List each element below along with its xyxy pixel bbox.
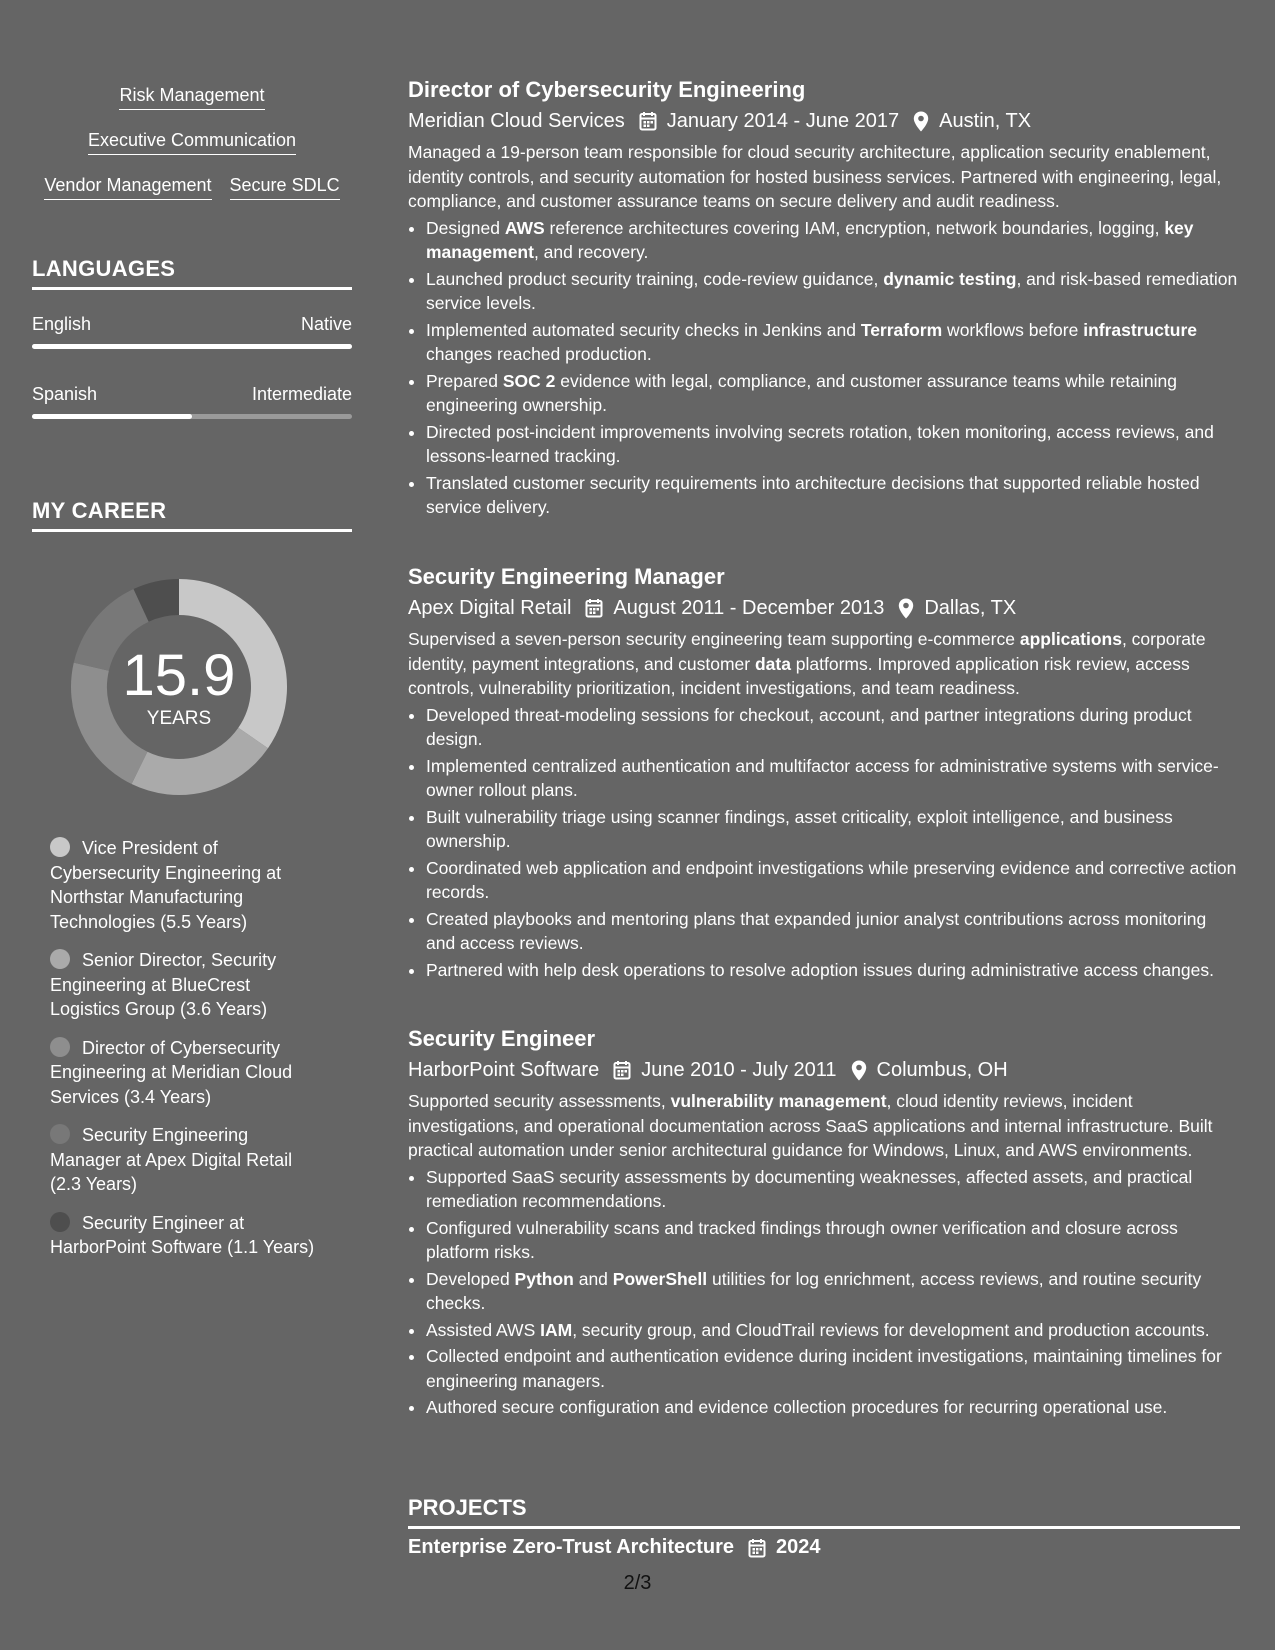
calendar-icon xyxy=(748,1538,766,1558)
text-run: Launched product security training, code-review guidance, xyxy=(426,268,884,289)
text-run: Prepared xyxy=(426,370,503,391)
language-item xyxy=(32,384,352,419)
text-run: , and risk-based remediation service levels. xyxy=(426,268,1238,313)
language-name: English xyxy=(32,314,92,334)
project-item xyxy=(408,1536,821,1559)
career-heading: MY CAREER xyxy=(32,498,352,532)
project-title: Enterprise Zero-Trust Architecture xyxy=(408,1536,735,1558)
bold-keyword: Python xyxy=(514,1268,574,1289)
career-legend-text: Security Engineer at HarborPoint Software (1.1 Years) xyxy=(50,1212,315,1257)
job-location: Columbus, OH xyxy=(876,1059,1008,1081)
language-item xyxy=(32,314,352,349)
calendar-icon xyxy=(585,598,603,618)
job-bullet xyxy=(426,907,1240,956)
text-run: Designed xyxy=(426,217,505,238)
job-entry xyxy=(408,76,1240,522)
job-bullet xyxy=(426,420,1240,469)
language-bar-fill xyxy=(32,344,352,349)
bold-keyword: PowerShell xyxy=(612,1268,708,1289)
text-run: Directed post-incident improvements involving secrets rotation, token monitoring, access reviews, and lessons-learned tracking. xyxy=(426,421,1214,466)
bold-keyword: dynamic testing xyxy=(883,268,1017,289)
text-run: Translated customer security requirements into architecture decisions that supported reliable hosted service delivery. xyxy=(426,472,1200,517)
career-legend-item xyxy=(50,836,320,934)
job-dates: June 2010 - July 2011 xyxy=(641,1059,837,1081)
job-bullet xyxy=(426,1216,1240,1265)
text-run: Supervised a seven-person security engineering team supporting e-commerce xyxy=(408,629,1020,649)
job-bullets xyxy=(408,1165,1240,1420)
job-meta xyxy=(408,1055,1240,1085)
map-pin-icon xyxy=(851,1060,867,1081)
career-legend-text: Vice President of Cybersecurity Engineering at Northstar Manufacturing Technologies (5.5 Years) xyxy=(50,838,282,932)
career-legend-text: Security Engineering Manager at Apex Digital Retail (2.3 Years) xyxy=(50,1125,293,1194)
map-pin-icon xyxy=(913,111,929,132)
job-bullet xyxy=(426,754,1240,803)
job-bullet xyxy=(426,1165,1240,1214)
projects-heading: PROJECTS xyxy=(408,1495,1240,1529)
job-bullets xyxy=(408,703,1240,983)
skill-row xyxy=(32,84,352,129)
job-title: Director of Cybersecurity Engineering xyxy=(408,77,806,102)
text-run: Implemented automated security checks in Jenkins and xyxy=(426,319,861,340)
text-run: Supported SaaS security assessments by documenting weaknesses, affected assets, and practical remediation recommendations. xyxy=(426,1166,1193,1211)
text-run: Authored secure configuration and evidence collection procedures for recurring operational use. xyxy=(426,1397,1168,1417)
job-description: Managed a 19-person team responsible for cloud security architecture, application security enablement, identity controls, and security automation for hosted business services. Partnered with engineering, legal, compliance, and customer assurance teams on secure delivery and audit readiness. xyxy=(408,142,1222,211)
job-dates: August 2011 - December 2013 xyxy=(613,597,885,619)
text-run: evidence with legal, compliance, and customer assurance teams while retaining engineering ownership. xyxy=(426,370,1177,415)
career-legend-text: Director of Cybersecurity Engineering at Meridian Cloud Services (3.4 Years) xyxy=(50,1037,293,1107)
job-title: Security Engineering Manager xyxy=(408,564,725,589)
text-run: Assisted AWS xyxy=(426,1319,541,1340)
project-year: 2024 xyxy=(776,1536,821,1558)
text-run: , security group, and CloudTrail reviews for development and production accounts. xyxy=(572,1319,1210,1340)
legend-dot xyxy=(50,1124,70,1144)
text-run: , cloud identity reviews, incident investigations, and operational documentation across SaaS applications and internal infrastructure. Built practical automation under senior architectural guidance for Windows, Linux, and AWS environments. xyxy=(408,1091,1213,1160)
job-bullet xyxy=(426,703,1240,752)
job-location: Dallas, TX xyxy=(924,597,1017,619)
job-company: HarborPoint Software xyxy=(408,1059,600,1081)
career-donut-chart xyxy=(64,572,294,802)
skills-list xyxy=(32,84,352,219)
language-bar xyxy=(32,344,352,349)
bold-keyword: key management xyxy=(426,217,1194,262)
job-meta xyxy=(408,593,1240,623)
map-pin-icon xyxy=(898,598,914,619)
job-entry xyxy=(408,1025,1240,1422)
job-location: Austin, TX xyxy=(939,110,1032,132)
languages-heading: LANGUAGES xyxy=(32,256,352,290)
text-run: changes reached production. xyxy=(426,344,652,364)
text-run: Configured vulnerability scans and tracked findings through owner verification and closure across platform risks. xyxy=(426,1217,1178,1262)
job-bullets xyxy=(408,216,1240,520)
text-run: Implemented centralized authentication and multifactor access for administrative systems with service-owner rollout plans. xyxy=(426,755,1219,800)
bold-keyword: applications xyxy=(1019,629,1122,649)
career-legend-text: Senior Director, Security Engineering at BlueCrest Logistics Group (3.6 Years) xyxy=(50,950,277,1019)
career-legend xyxy=(50,836,320,1274)
job-bullet xyxy=(426,1395,1240,1420)
skill-row xyxy=(32,174,352,219)
calendar-icon xyxy=(613,1060,631,1080)
legend-dot xyxy=(50,1212,70,1232)
page-number: 2/3 xyxy=(623,1572,652,1594)
job-bullet xyxy=(426,216,1240,265)
text-run: and xyxy=(573,1268,613,1289)
text-run: Collected endpoint and authentication evidence during incident investigations, maintaining timelines for engineering managers. xyxy=(426,1346,1222,1391)
text-run: Built vulnerability triage using scanner findings, asset criticality, exploit intelligence, and business ownership. xyxy=(426,806,1173,851)
job-bullet xyxy=(426,1318,1240,1343)
job-company: Apex Digital Retail xyxy=(408,597,572,619)
text-run: Supported security assessments, xyxy=(408,1091,671,1111)
skill-tag[interactable]: Vendor Management xyxy=(44,174,211,200)
career-legend-item xyxy=(50,1211,320,1260)
career-legend-item xyxy=(50,1123,320,1197)
language-bar xyxy=(32,414,352,419)
career-legend-item xyxy=(50,948,320,1022)
skill-row xyxy=(32,129,352,174)
job-bullet xyxy=(426,805,1240,854)
bold-keyword: AWS xyxy=(504,217,545,238)
text-run: Developed threat-modeling sessions for checkout, account, and partner integrations during product design. xyxy=(426,704,1192,749)
skill-tag[interactable]: Executive Communication xyxy=(88,129,296,155)
career-total: 15.9 xyxy=(122,643,236,708)
language-name: Spanish xyxy=(32,384,98,404)
job-bullet xyxy=(426,471,1240,520)
job-bullet xyxy=(426,958,1240,983)
job-bullet xyxy=(426,856,1240,905)
text-run: platforms. Improved application risk review, access controls, vulnerability prioritization, incident investigations, and team readiness. xyxy=(408,653,1190,698)
language-level: Native xyxy=(300,314,352,334)
text-run: Created playbooks and mentoring plans that expanded junior analyst contributions across monitoring and access reviews. xyxy=(426,908,1207,953)
job-description xyxy=(408,1089,1240,1163)
text-run: , and recovery. xyxy=(533,242,649,262)
text-run: workflows before xyxy=(942,319,1084,340)
text-run: , corporate identity, payment integrations, and customer xyxy=(408,629,1206,674)
bold-keyword: IAM xyxy=(540,1319,573,1340)
job-dates: January 2014 - June 2017 xyxy=(666,110,900,132)
legend-dot xyxy=(50,837,70,857)
legend-dot xyxy=(50,1037,70,1057)
text-run: utilities for log enrichment, access reviews, and routine security checks. xyxy=(426,1268,1202,1313)
bold-keyword: SOC 2 xyxy=(502,370,556,391)
job-description xyxy=(408,627,1240,701)
career-unit: YEARS xyxy=(146,708,212,729)
job-bullet xyxy=(426,267,1240,316)
job-company: Meridian Cloud Services xyxy=(408,110,625,132)
text-run: Coordinated web application and endpoint investigations while preserving evidence and corrective action records. xyxy=(426,857,1237,902)
skill-tag[interactable]: Risk Management xyxy=(119,84,264,110)
bold-keyword: data xyxy=(754,653,791,674)
job-bullet xyxy=(426,1267,1240,1316)
text-run: Partnered with help desk operations to resolve adoption issues during administrative access changes. xyxy=(426,959,1214,980)
job-bullet xyxy=(426,1344,1240,1393)
language-level: Intermediate xyxy=(251,384,352,404)
legend-dot xyxy=(50,949,70,969)
bold-keyword: infrastructure xyxy=(1083,319,1197,340)
job-entry xyxy=(408,563,1240,984)
job-meta xyxy=(408,106,1240,136)
job-bullet xyxy=(426,318,1240,367)
calendar-icon xyxy=(639,111,657,131)
language-bar-fill xyxy=(32,414,192,419)
bold-keyword: vulnerability management xyxy=(670,1091,887,1111)
skill-tag[interactable]: Secure SDLC xyxy=(230,174,340,200)
job-bullet xyxy=(426,369,1240,418)
job-title: Security Engineer xyxy=(408,1026,596,1051)
bold-keyword: Terraform xyxy=(860,319,943,340)
text-run: reference architectures covering IAM, encryption, network boundaries, logging, xyxy=(544,217,1165,238)
text-run: Developed xyxy=(426,1268,515,1289)
career-legend-item xyxy=(50,1036,320,1110)
